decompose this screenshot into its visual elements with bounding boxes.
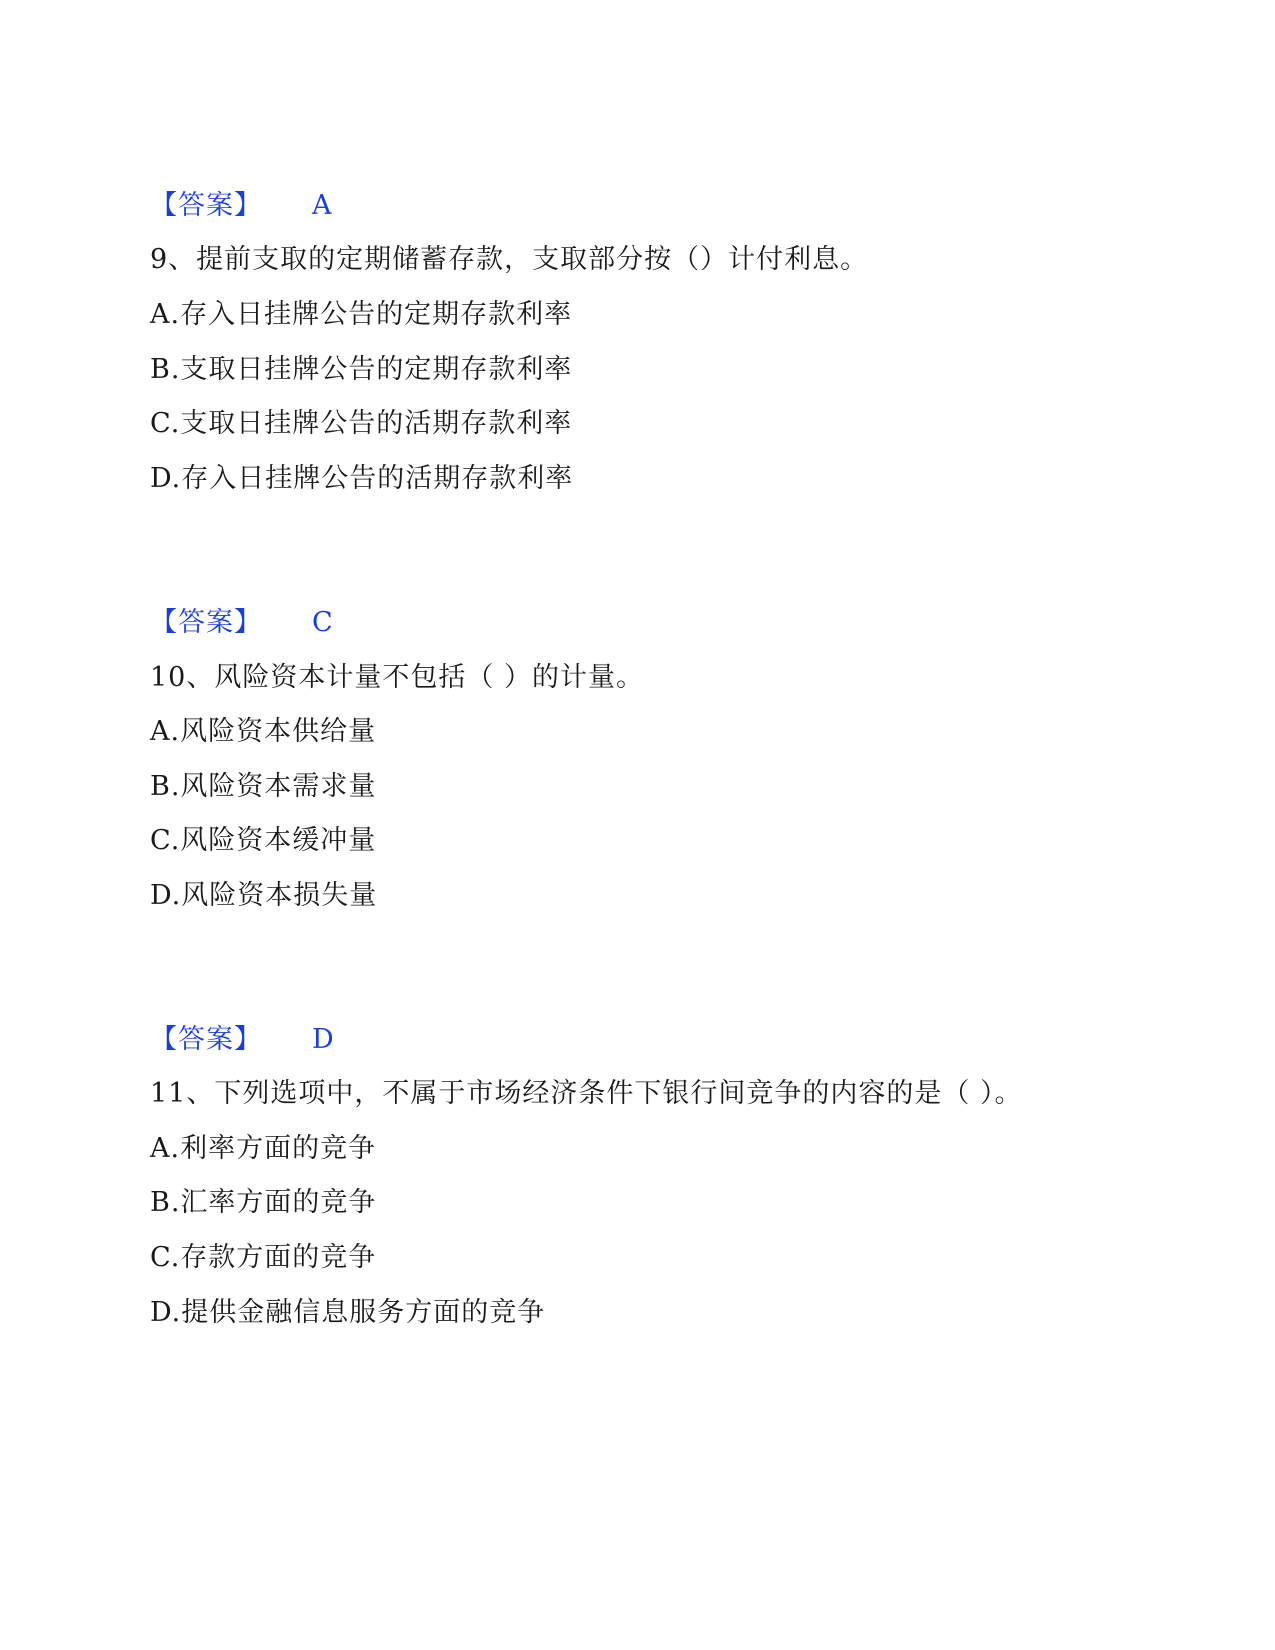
question-10-option-c: C.风险资本缓冲量 [150,825,377,856]
question-11-option-d: D.提供金融信息服务方面的竞争 [150,1297,546,1328]
question-9-option-c: C.支取日挂牌公告的活期存款利率 [150,408,573,439]
answer-label: 【答案】 [150,1024,262,1055]
question-10: 10、风险资本计量不包括（ ）的计量。 [150,662,644,693]
question-9-option-b: B.支取日挂牌公告的定期存款利率 [150,354,573,385]
question-10-option-d: D.风险资本损失量 [150,880,378,911]
question-10-option-a: A.风险资本供给量 [150,716,377,747]
question-11-option-c: C.存款方面的竞争 [150,1242,377,1273]
answer-line-3 [150,1022,335,1058]
answer-label: 【答案】 [150,607,262,638]
question-11: 11、下列选项中，不属于市场经济条件下银行间竞争的内容的是（ ）。 [150,1078,1023,1109]
answer-line-1 [150,188,333,224]
answer-value: A [312,190,333,221]
question-10-option-b: B.风险资本需求量 [150,771,377,802]
question-11-option-b: B.汇率方面的竞争 [150,1187,377,1218]
answer-value: C [312,607,334,638]
answer-line-2 [150,605,334,641]
question-11-option-a: A.利率方面的竞争 [150,1133,377,1164]
question-9: 9、提前支取的定期储蓄存款，支取部分按（）计付利息。 [150,244,869,275]
answer-label: 【答案】 [150,190,262,221]
question-9-option-a: A.存入日挂牌公告的定期存款利率 [150,299,573,330]
question-9-option-d: D.存入日挂牌公告的活期存款利率 [150,463,574,494]
answer-value: D [312,1024,335,1055]
